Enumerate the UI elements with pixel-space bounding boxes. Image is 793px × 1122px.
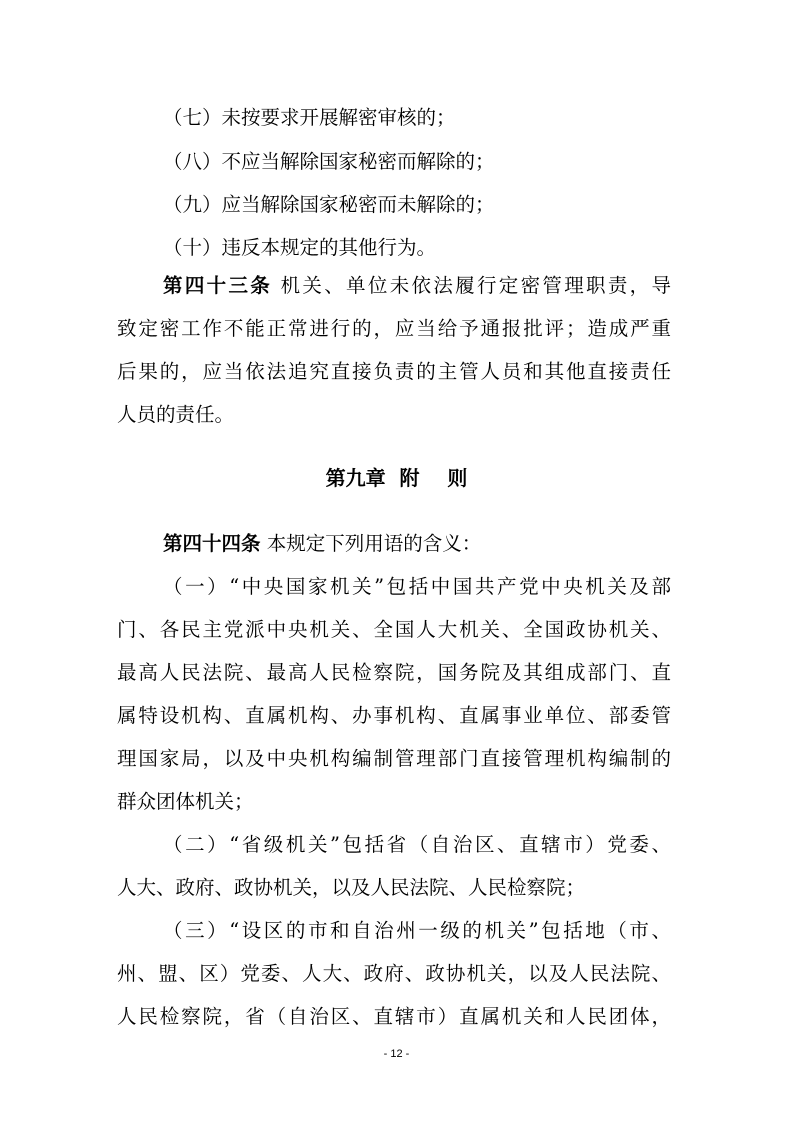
definition-1-line-3: 最高人民法院、最高人民检察院，国务院及其组成部门、直 [117, 661, 671, 684]
definition-1-line-2: 门、各民主党派中央机关、全国人大机关、全国政协机关、 [117, 618, 671, 641]
definition-3-line-1: （三）“设区的市和自治州一级的机关”包括地（市、 [163, 919, 671, 942]
definition-3-line-2: 州、盟、区）党委、人大、政府、政协机关，以及人民法院、 [117, 962, 671, 985]
definition-1-line-4: 属特设机构、直属机构、办事机构、直属事业单位、部委管 [117, 704, 671, 727]
article-43-text-2: 致定密工作不能正常进行的，应当给予通报批评；造成严重 [117, 317, 671, 340]
article-44-first-line [163, 532, 481, 556]
article-43-text-1: 机关、单位未依法履行定密管理职责，导 [280, 274, 671, 297]
definition-1-line-1: （一）“中央国家机关”包括中国共产党中央机关及部 [163, 575, 671, 598]
definition-1-line-6: 群众团体机关； [117, 790, 254, 813]
list-item-9: （九）应当解除国家秘密而未解除的； [163, 193, 495, 216]
list-item-8: （八）不应当解除国家秘密而解除的； [163, 150, 495, 173]
article-43-text-4: 人员的责任。 [117, 403, 235, 426]
definition-2-line-1: （二）“省级机关”包括省（自治区、直辖市）党委、 [163, 833, 671, 856]
article-43-heading: 第四十三条 [163, 274, 273, 297]
definition-2-line-2: 人大、政府、政协机关，以及人民法院、人民检察院； [117, 876, 586, 899]
list-item-10: （十）违反本规定的其他行为。 [163, 236, 437, 259]
page-number: - 12 - [383, 1048, 410, 1060]
definition-1-line-5: 理国家局，以及中央机构编制管理部门直接管理机构编制的 [117, 747, 671, 770]
article-43-first-line [163, 274, 671, 298]
article-44-heading: 第四十四条 [163, 532, 261, 555]
article-44-intro: 本规定下列用语的含义： [266, 532, 482, 555]
list-item-7: （七）未按要求开展解密审核的； [163, 106, 456, 129]
chapter-title: 第九章 附 则 [325, 466, 468, 490]
definition-3-line-3: 人民检察院，省（自治区、直辖市）直属机关和人民团体， [117, 1005, 671, 1028]
article-43-text-3: 后果的，应当依法追究直接负责的主管人员和其他直接责任 [117, 360, 671, 383]
